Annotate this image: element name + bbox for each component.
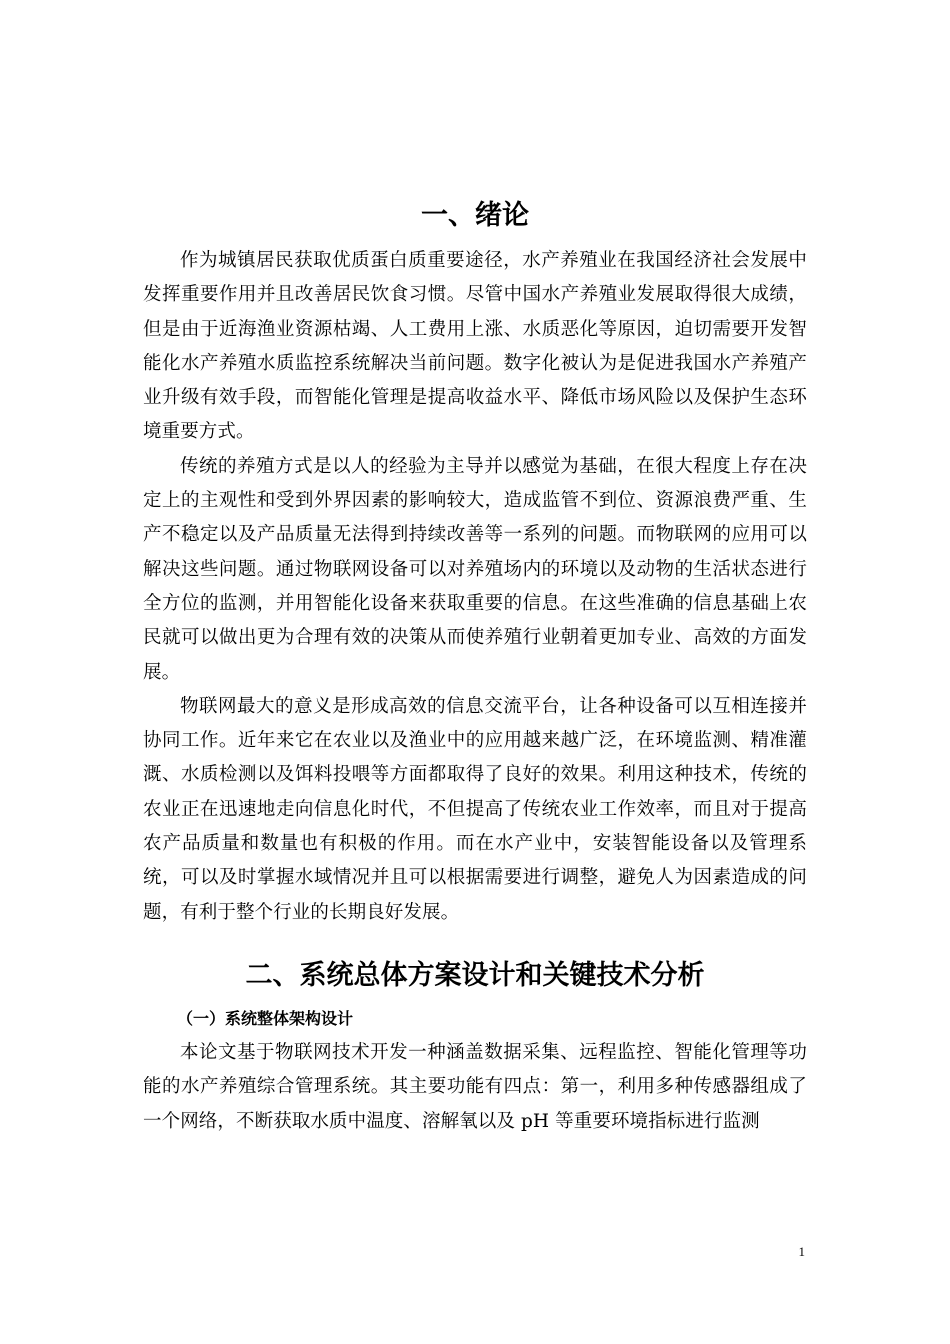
paragraph-architecture-1: 本论文基于物联网技术开发一种涵盖数据采集、远程监控、智能化管理等功能的水产养殖综合管理系统。其主要功能有四点：第一，利用多种传感器组成了一个网络，不断获取水质中温度、溶解氧以及 pH 等重要环境指标进行监测: [143, 1041, 807, 1132]
page-content: [143, 196, 807, 1139]
paragraph-intro-3: 物联网最大的意义是形成高效的信息交流平台，让各种设备可以互相连接并协同工作。近年来它在农业以及渔业中的应用越来越广泛，在环境监测、精准灌溉、水质检测以及饵料投喂等方面都取得了良好的效果。利用这种技术，传统的农业正在迅速地走向信息化时代，不但提高了传统农业工作效率，而且对于提高农产品质量和数量也有积极的作用。而在水产业中，安装智能设备以及管理系统，可以及时掌握水域情况并且可以根据需要进行调整，避免人为因素造成的问题，有利于整个行业的长期良好发展。: [143, 695, 807, 923]
paragraph-intro-2: 传统的养殖方式是以人的经验为主导并以感觉为基础，在很大程度上存在决定上的主观性和受到外界因素的影响较大，造成监管不到位、资源浪费严重、生产不稳定以及产品质量无法得到持续改善等一系列的问题。而物联网的应用可以解决这些问题。通过物联网设备可以对养殖场内的环境以及动物的生活状态进行全方位的监测，并用智能化设备来获取重要的信息。在这些准确的信息基础上农民就可以做出更为合理有效的决策从而使养殖行业朝着更加专业、高效的方面发展。: [143, 455, 807, 683]
section-heading-system-design: 二、系统总体方案设计和关键技术分析: [245, 959, 705, 991]
section-heading-introduction: 一、绪论: [421, 200, 529, 231]
page-number: 1: [798, 1244, 805, 1259]
paragraph-intro-1: 作为城镇居民获取优质蛋白质重要途径，水产养殖业在我国经济社会发展中发挥重要作用并且改善居民饮食习惯。尽管中国水产养殖业发展取得很大成绩，但是由于近海渔业资源枯竭、人工费用上涨、水质恶化等原因，迫切需要开发智能化水产养殖水质监控系统解决当前问题。数字化被认为是促进我国水产养殖产业升级有效手段，而智能化管理是提高收益水平、降低市场风险以及保护生态环境重要方式。: [143, 250, 807, 443]
subsection-heading-architecture: （一）系统整体架构设计: [177, 1008, 354, 1028]
